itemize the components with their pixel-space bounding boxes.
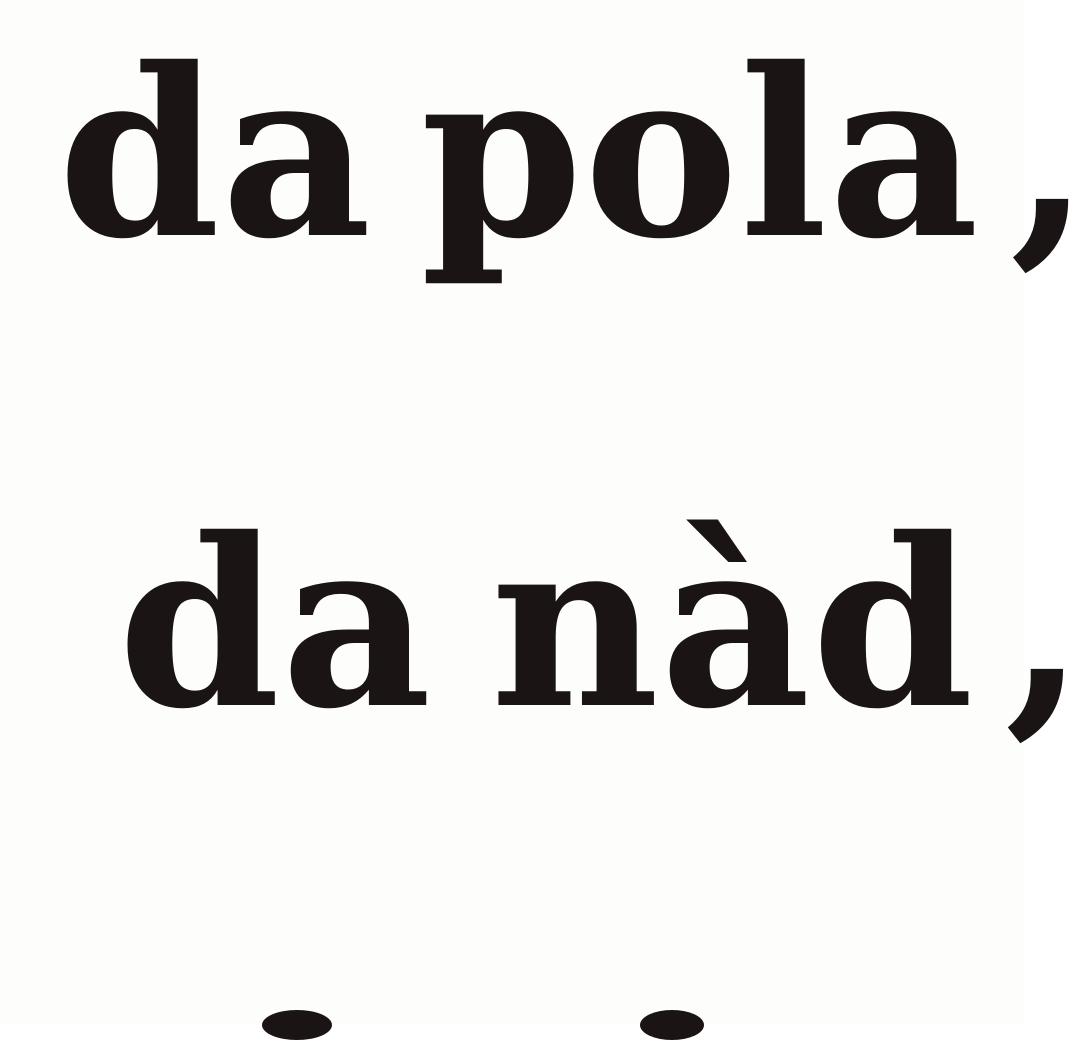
text-line-1 (58, 17, 1092, 290)
word-da-1: da (58, 17, 373, 290)
word-nad: nàd (490, 487, 975, 760)
cropped-next-line (0, 1010, 1024, 1024)
text-line-2 (118, 487, 1087, 760)
comma-2: , (1004, 487, 1087, 760)
comma-1: , (1009, 17, 1092, 290)
word-pola: pola (420, 17, 980, 290)
word-da-2: da (118, 487, 433, 760)
